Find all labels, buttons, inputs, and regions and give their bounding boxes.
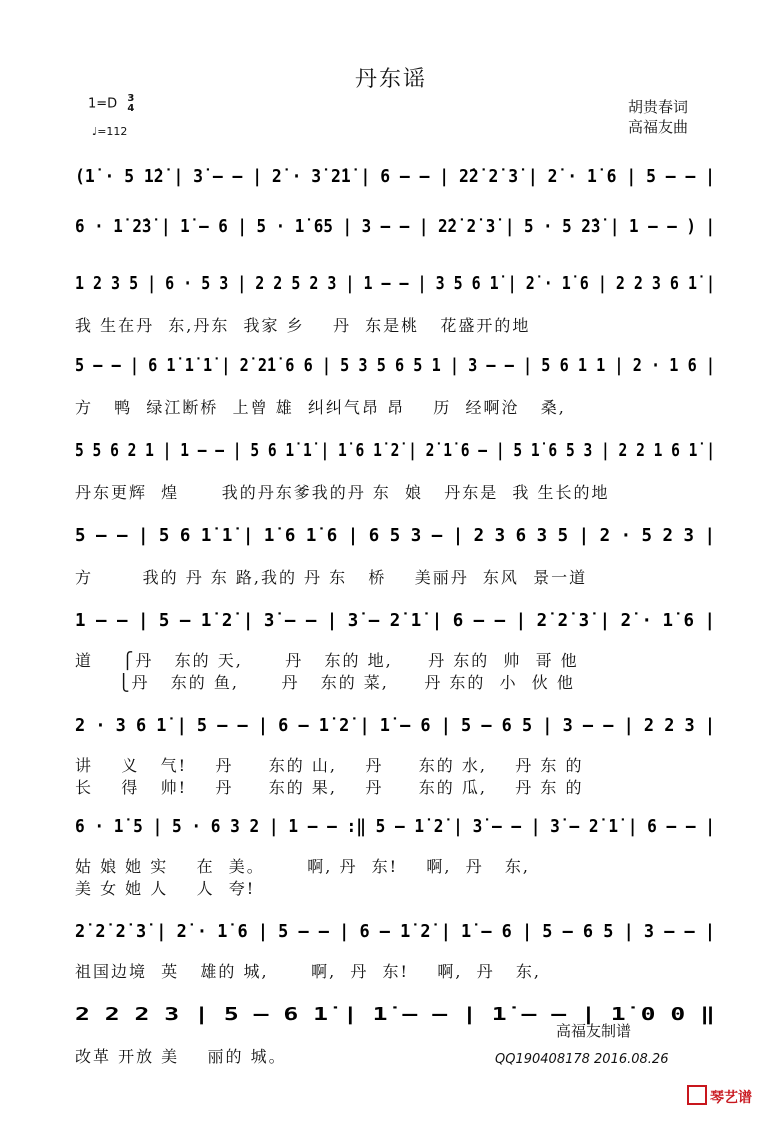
- brand-logo-mark: [688, 1086, 706, 1104]
- notation-line: 5 – – | 5 6 1̇ 1̇ | 1̇ 6 1̇ 6 | 6 5 3 – | 2 3 6 3 5 | 2 · 5 2 3 |: [75, 525, 715, 546]
- notation-line: 6 · 1̇ 5 | 5 · 6 3 2 | 1 – – :‖ 5 – 1̇ 2̇ | 3̇ – – | 3̇ – 2̇ 1̇ | 6 – – |: [75, 816, 715, 837]
- lyric-line: 长 得 帅! 丹 东的 果, 丹 东的 瓜, 丹 东 的: [75, 778, 584, 797]
- notation-line: 2̇ 2̇ 2̇ 3̇ | 2̇ · 1̇ 6 | 5 – – | 6 – 1̇ 2̇ | 1̇ – 6 | 5 – 6 5 | 3 – – |: [75, 921, 715, 942]
- score-row: [75, 166, 715, 187]
- lyric-line: ⎩丹 东的 鱼, 丹 东的 菜, 丹 东的 小 伙 他: [75, 673, 575, 692]
- brand-logo: [688, 1086, 752, 1106]
- score-rows: [75, 166, 715, 1066]
- lyric-line: 姑 娘 她 实 在 美。 啊, 丹 东! 啊, 丹 东,: [75, 857, 531, 876]
- lyric-line: 改革 开放 美 丽的 城。: [75, 1047, 287, 1066]
- time-top: 3: [127, 93, 135, 104]
- notation-line: 5 5 6 2 1 | 1 – – | 5 6 1̇ 1̇ | 1̇ 6 1̇ 2̇ | 2̇ 1̇ 6 – | 5 1̇ 6 5 3 | 2 2 1 6 1̇ |: [75, 440, 715, 461]
- tempo-marking: ♩=112: [92, 125, 128, 138]
- notation-line: 2 · 3 6 1̇ | 5 – – | 6 – 1̇ 2̇ | 1̇ – 6 | 5 – 6 5 | 3 – – | 2 2 3 |: [75, 715, 715, 736]
- score-row: [75, 921, 715, 981]
- score-row: [75, 273, 715, 335]
- score-row: [75, 525, 715, 587]
- time-bottom: 4: [127, 103, 135, 114]
- notation-line: 1 2 3 5 | 6 · 5 3 | 2 2 5 2 3 | 1 – – | 3 5 6 1̇ | 2̇ · 1̇ 6 | 2 2 3 6 1̇ |: [75, 273, 715, 294]
- score-row: [75, 610, 715, 692]
- composer: 高福友曲: [628, 118, 689, 136]
- lyricist: 胡贵春词: [628, 98, 689, 116]
- key-label: 1=D: [88, 96, 118, 112]
- lyric-line: 祖国边境 英 雄的 城, 啊, 丹 东! 啊, 丹 东,: [75, 962, 541, 981]
- lyric-line: 美 女 她 人 人 夸!: [75, 879, 256, 898]
- lyric-line: 道 ⎧丹 东的 天, 丹 东的 地, 丹 东的 帅 哥 他: [75, 651, 579, 670]
- contact-info: QQ190408178 2016.08.26: [495, 1052, 669, 1067]
- notation-line: 5 – – | 6 1̇ 1̇ 1̇ | 2̇ 2̇1̇ 6 6 | 5 3 5 6 5 1 | 3 – – | 5 6 1 1 | 2 · 1 6 |: [75, 355, 715, 376]
- notation-line: 2 2 2 3 | 5 – 6 1̇ | 1̇ – – | 1̇ – – | 1̇ 0 0 ‖: [75, 1004, 715, 1025]
- notation-line: (1̇ · 5 1̇2̇ | 3̇ – – | 2̇ · 3̇ 2̇1̇ | 6 – – | 2̇2̇ 2̇ 3̇ | 2̇ · 1̇ 6 | 5 – – |: [75, 166, 715, 187]
- brand-name: 琴艺谱: [710, 1090, 752, 1106]
- score-row: [75, 715, 715, 797]
- notation-line: 1 – – | 5 – 1̇ 2̇ | 3̇ – – | 3̇ – 2̇ 1̇ | 6 – – | 2̇ 2̇ 3̇ | 2̇ · 1̇ 6 |: [75, 610, 715, 631]
- page-title: 丹东谣: [354, 67, 427, 92]
- score-row: [75, 216, 715, 237]
- lyric-line: 方 我的 丹 东 路,我的 丹 东 桥 美丽丹 东风 景一道: [75, 568, 588, 587]
- lyric-line: 丹东更辉 煌 我的丹东爹我的丹 东 娘 丹东是 我 生长的地: [75, 483, 610, 502]
- notation-line: 6 · 1̇ 2̇3̇ | 1̇ – 6 | 5 · 1̇ 65 | 3 – – | 2̇2̇ 2̇ 3̇ | 5 · 5 2̇3̇ | 1 – – ) |: [75, 216, 715, 237]
- arranger-credit: 高福友制谱: [556, 1022, 632, 1040]
- lyric-line: 方 鸭 绿江断桥 上曾 雄 纠纠气昂 昂 历 经啊沧 桑,: [75, 398, 566, 417]
- lyric-line: 我 生在丹 东,丹东 我家 乡 丹 东是桃 花盛开的地: [75, 316, 531, 335]
- lyric-line: 讲 义 气! 丹 东的 山, 丹 东的 水, 丹 东 的: [75, 756, 584, 775]
- score-row: [75, 440, 715, 502]
- footer: [495, 1022, 752, 1106]
- score-row: [75, 355, 715, 417]
- score-row: [75, 816, 715, 898]
